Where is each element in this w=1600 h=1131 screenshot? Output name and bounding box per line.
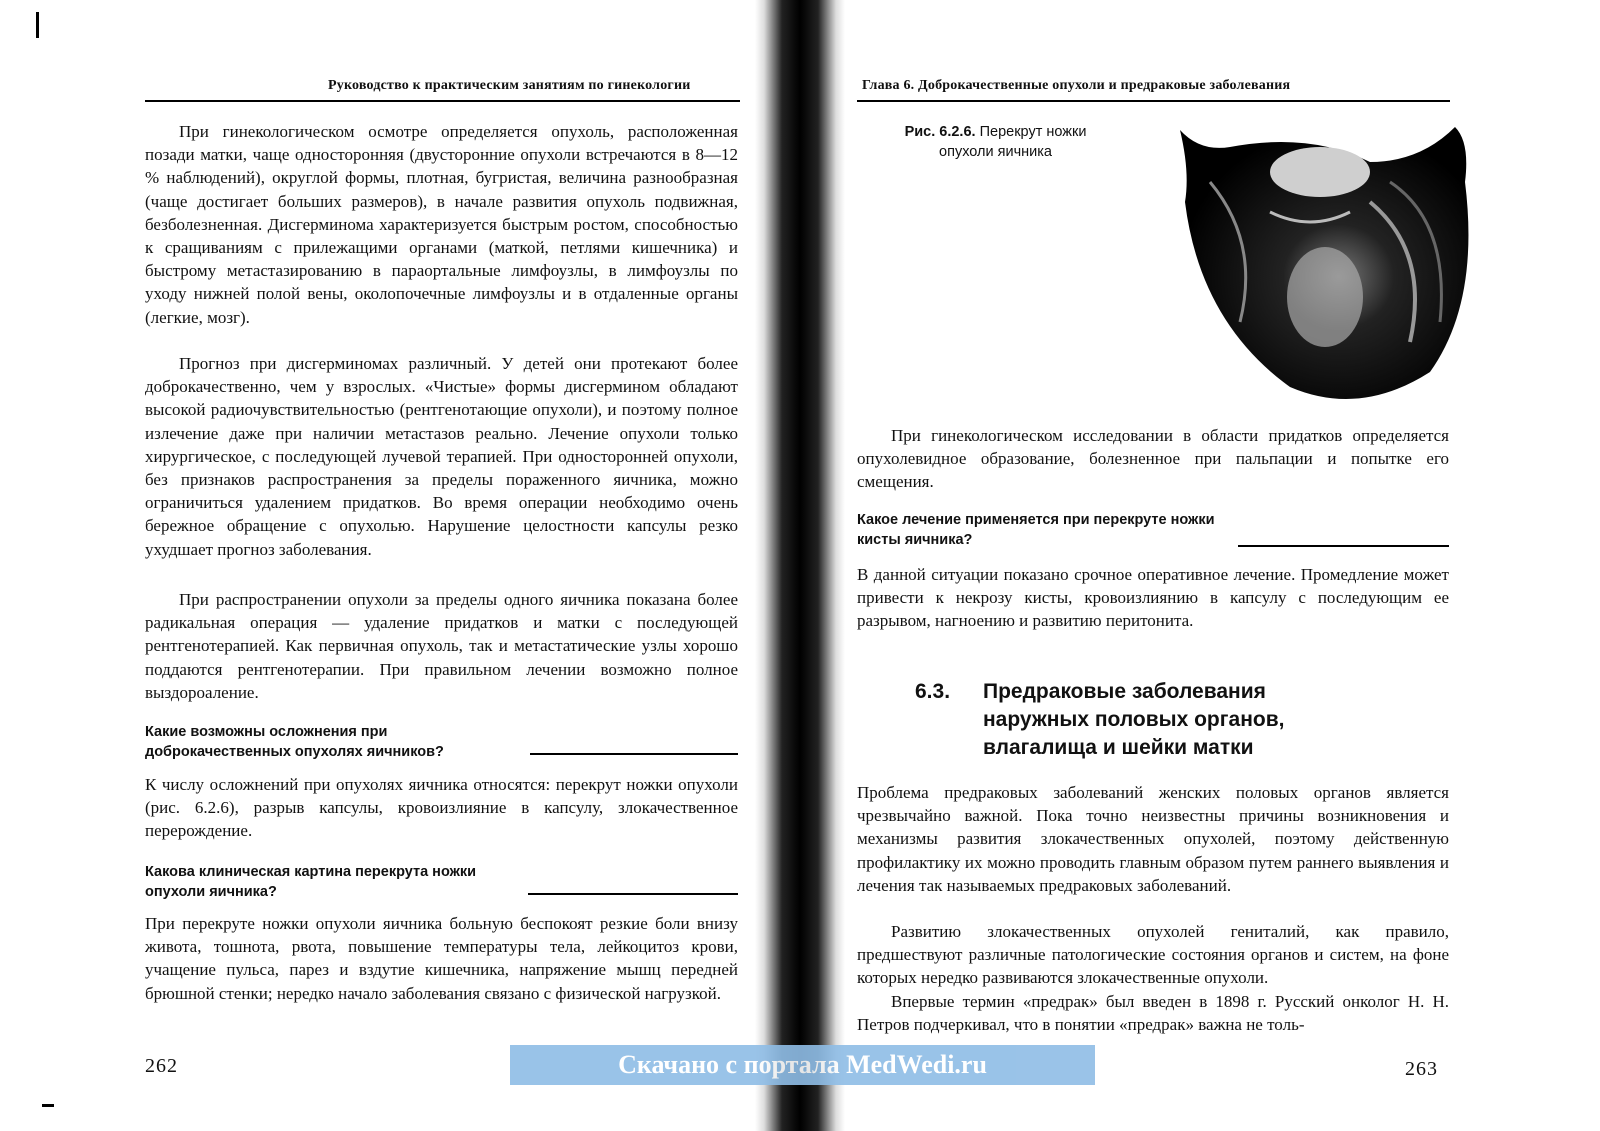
question-heading: Какие возможны осложнения при доброкачественных опухолях яичников? xyxy=(145,724,444,760)
figure-caption-text: Перекрут ножки опухоли яичника xyxy=(939,124,1087,160)
answer: При перекруте ножки опухоли яичника больную беспокоят резкие боли внизу живота, тошнота, рвота, повышение температуры тела, лейкоцитоз крови, учащение пульса, парез и вздутие кишечника, напряжение мышц передней брюшной стенки; нередко начало заболевания связано с физической нагрузкой. xyxy=(145,914,738,1003)
answer: В данной ситуации показано срочное оперативное лечение. Промедление может привести к некрозу кисты, кровоизлиянию в капсулу с последующим ее разрывом, нагноению и развитию перитонита. xyxy=(857,565,1449,631)
page-number: 263 xyxy=(1405,1058,1438,1080)
paragraph: При распространении опухоли за пределы одного яичника показана более радикальная операция — удаление придатков и матки с последующей рентгенотерапией. Как первичная опухоль, так и метастатические узлы хорошо поддаются рентгенотерапии. При правильном лечении возможно полное выздороаление. xyxy=(145,590,738,702)
section-title: Предраковые заболевания наружных половых органов, влагалища и шейки матки xyxy=(983,680,1285,759)
paragraph: При гинекологическом осмотре определяется опухоль, расположенная позади матки, чаще односторонняя (двусторонние опухоли встречаются в 8—12 % наблюдений), округлой формы, плотная, бугристая, величина разнообразная (чаще достигает больших размеров), в начале развития опухоль подвижная, безболезненная. Дисгерминома характеризуется быстрым ростом, способностью к сращиваниям с прилежащими органами (маткой, петлями кишечника) и быстрому метастазированию в параортальные лимфоузлы, в лимфоузлы по уходу нижней полой вены, околопочечные лимфоузлы и в отдаленные органы (легкие, мозг). xyxy=(145,122,738,327)
answer: К числу осложнений при опухолях яичника относятся: перекрут ножки опухоли (рис. 6.2.6), разрыв капсулы, кровоизлияние в капсулу, злокачественное перерождение. xyxy=(145,775,738,841)
figure-caption xyxy=(878,122,1113,162)
page-number: 262 xyxy=(145,1055,178,1077)
question-heading: Какова клиническая картина перекрута ножки опухоли яичника? xyxy=(145,864,477,900)
twisted-ovary-tumor-figure xyxy=(1170,122,1480,412)
running-head: Глава 6. Доброкачественные опухоли и предраковые заболевания xyxy=(862,78,1291,93)
section-number: 6.3. xyxy=(915,680,951,703)
header-rule xyxy=(857,100,1450,102)
question-heading: Какое лечение применяется при перекруте ножки кисты яичника? xyxy=(857,512,1215,548)
figure-caption-label: Рис. 6.2.6. xyxy=(904,124,976,140)
watermark-banner: Скачано с портала MedWedi.ru xyxy=(510,1045,1095,1085)
question-rule xyxy=(1238,545,1449,547)
paragraph: Проблема предраковых заболеваний женских половых органов является чрезвычайно важной. Пока точно неизвестны причины возникновения и механизмы развития злокачественных опухолей, поэтому действенную профилактику их можно проводить главным образом путем раннего выявления и лечения так называемых предраковых заболеваний. xyxy=(857,783,1449,895)
paragraph: Прогноз при дисгерминомах различный. У детей они протекают более доброкачественно, чем у взрослых. «Чистые» формы дисгермином обладают высокой радиочувствительностью (рентгенотающие опухоли), и поэтому полное излечение даже при наличии метастазов реально. Лечение опухоли только хирургическое, с последующей лучевой терапией. При односторонней опухоли, без признаков распространения за пределы пораженного яичника, можно ограничиться удалением придатков. Во время операции необходимо очень бережное обращение с опухолью. Нарушение целостности капсулы резко ухудшает прогноз заболевания. xyxy=(145,354,738,559)
paragraph: Впервые термин «предрак» был введен в 1898 г. Русский онколог Н. Н. Петров подчеркивал, что в понятии «предрак» важна не толь- xyxy=(857,992,1449,1035)
paragraph: Развитию злокачественных опухолей гениталий, как правило, предшествуют различные патологические состояния органов и систем, на фоне которых нередко развиваются злокачественные опухоли. xyxy=(857,922,1449,988)
paragraph: При гинекологическом исследовании в области придатков определяется опухолевидное образование, болезненное при пальпации и попытке его смещения. xyxy=(857,426,1449,492)
running-head: Руководство к практическим занятиям по гинекологии xyxy=(328,78,691,93)
